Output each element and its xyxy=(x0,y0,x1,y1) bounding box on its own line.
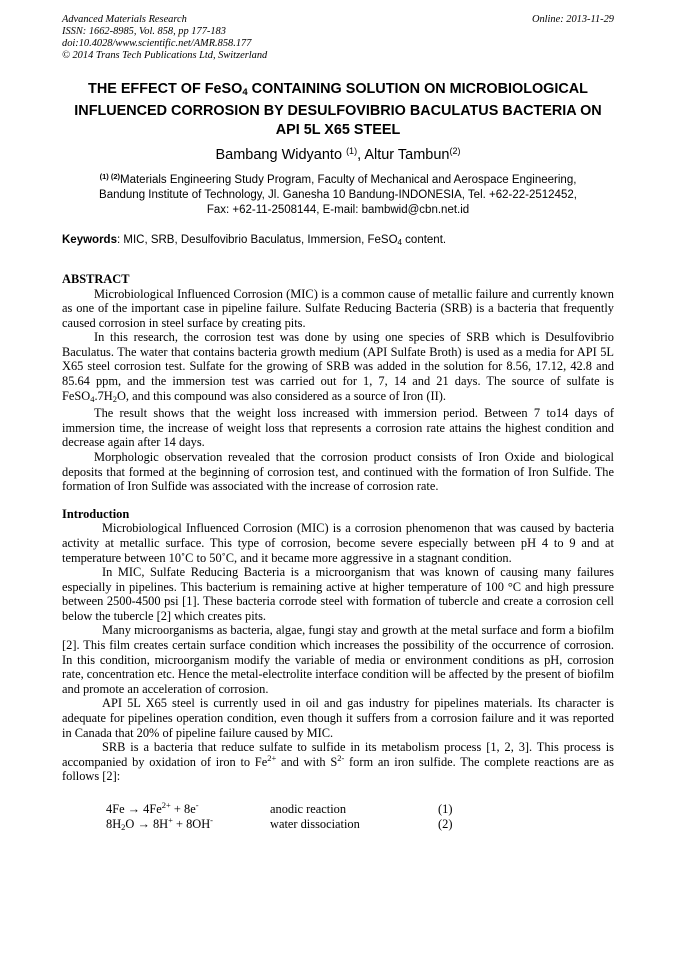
online-date: Online: 2013-11-29 xyxy=(531,14,614,25)
abstract-paragraph: In this research, the corrosion test was done by using one species of SRB which is Desulfovibrio Baculatus. The water that contains bacteria growth medium (API Sulfate Broth) is used as a media for API 5L X65 steel corrosion test. Sulfate for the growing of SRB was added in the solution for 8.56, 17.12, 42.8 and 85.64 ppm, and the immersion test was carried out for 1, 7, 14 and 21 days. The source of sulfate is $FeSO_4.7H_2O$, and this compound was also considered as a source of Iron (II). xyxy=(62,330,614,404)
intro-paragraph: Microbiological Influenced Corrosion (MIC) is a corrosion phenomenon that was caused by bacteria activity at metallic surface. This type of corrosion, become severe especially between pH 4 to 9 and at temperature between 10˚C to 50˚C, and it became more aggressive in a stagnant condition. xyxy=(62,521,614,565)
reaction-equation: $4Fe \to 4Fe^{2+} + 8e^-$ xyxy=(106,800,199,816)
keywords: Keywords: MIC, SRB, Desulfovibrio Baculatus, Immersion, FeSO$_4$ content. xyxy=(62,234,447,247)
abstract-paragraph: The result shows that the weight loss increased with immersion period. Between 7 to14 days of immersion time, the increase of weight loss that represents a corrosion rate attains the highest condition and decrease again after 14 days. xyxy=(62,406,614,450)
authors: Bambang Widyanto $^{(1)}$, Altur Tambun$^{(2)}$ xyxy=(215,146,461,163)
introduction-body xyxy=(62,521,614,784)
reaction-number: (1) xyxy=(438,802,453,816)
reaction-equation: $8H_2O \to 8H^+ + 8OH^-$ xyxy=(106,815,214,832)
journal-name: Advanced Materials Research xyxy=(62,14,187,25)
journal-copyright: © 2014 Trans Tech Publications Ltd, Switzerland xyxy=(62,50,268,61)
abstract-paragraph: Morphologic observation revealed that the corrosion product consists of Iron Oxide and biological deposits that formed at the beginning of corrosion test, and continued with the formation of Iron Sulfide. The formation of Iron Sulfide was associated with the increase of corrosion rate. xyxy=(62,450,614,494)
journal-header xyxy=(62,14,614,62)
intro-paragraph: API 5L X65 steel is currently used in oil and gas industry for pipelines materials. Its character is adequate for pipelines operation condition, even though it suffers from a corrosion failure and it was reported in Canada that 20% of pipeline failure caused by MIC. xyxy=(62,696,614,740)
affiliation: $^{(1) (2)}$Materials Engineering Study Program, Faculty of Mechanical and Aerospace Engineering, Bandung Institute of Technology, Jl. Ganesha 10 Bandung-INDONESIA, Tel. +62-22-2512452, Fax: +62-11-2508144, E-mail: bambwid@cbn.net.id xyxy=(62,169,614,218)
paper-page xyxy=(62,14,614,835)
intro-paragraph: Many microorganisms as bacteria, algae, fungi stay and growth at the metal surface and form a biofilm [2]. This film creates certain surface condition which increases the possibility of the occurrence of corrosion. In this condition, microorganism modify the variable of media or environment conditions as pH, corrosion rate, concentration etc. Hence the metal-electrolite interface condition will be affected by the present of biofilm and promote an acceleration of corrosion. xyxy=(62,623,614,696)
intro-paragraph: SRB is a bacteria that reduce sulfate to sulfide in its metabolism process [1, 2, 3]. This process is accompanied by oxidation of iron to $Fe^{2+}$ and with $S^{2-}$ form an iron sulfide. The complete reactions are as follows [2]: xyxy=(62,740,615,784)
reaction-number: (2) xyxy=(438,817,453,831)
reaction-description: water dissociation xyxy=(270,817,360,831)
reaction-row xyxy=(106,817,614,835)
abstract-paragraph: Microbiological Influenced Corrosion (MIC) is a common cause of metallic failure and currently known as one of the important case in pipeline failure. Sulfate Reducing Bacteria (SRB) is a bacteria that frequently caused corrosion in steel surface by creating pits. xyxy=(62,286,614,330)
abstract-heading: ABSTRACT xyxy=(62,272,130,286)
abstract-body xyxy=(62,287,614,494)
introduction-heading: Introduction xyxy=(62,506,130,521)
contact-email: Fax: +62-11-2508144, E-mail: bambwid@cbn.net.id xyxy=(206,204,470,216)
intro-paragraph: In MIC, Sulfate Reducing Bacteria is a microorganism that was known of causing many failures especially in pipelines. This bacterium is remaining active at higher temperature of 100 °C and high pressure between 2500-4500 psi [1]. These bacteria corrode steel with formation of tubercle and create a corrosion cell below the tubercle [2] which creates pits. xyxy=(62,565,614,623)
paper-title: THE EFFECT OF FeSO$_4$ CONTAINING SOLUTION ON MICROBIOLOGICAL INFLUENCED CORROSION BY DESULFOVIBRIO BACULATUS BACTERIA ON API 5L X65 STEEL xyxy=(74,81,602,138)
journal-issn: ISSN: 1662-8985, Vol. 858, pp 177-183 xyxy=(62,26,226,37)
reaction-row xyxy=(106,802,614,817)
reaction-list xyxy=(106,802,614,835)
journal-doi[interactable]: doi:10.4028/www.scientific.net/AMR.858.177 xyxy=(62,38,252,49)
reaction-description: anodic reaction xyxy=(270,802,347,816)
